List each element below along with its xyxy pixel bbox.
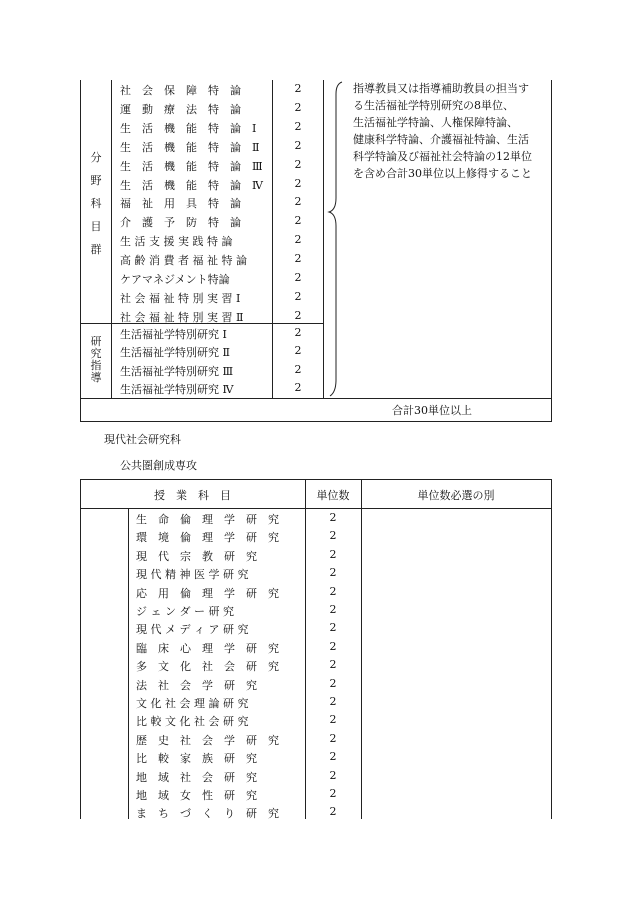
research-subject-name: 生活福祉学特別研究 Ⅰ <box>120 328 227 341</box>
section-title: 現代社会研究科 <box>104 433 181 446</box>
field-subject-name: 高 齢 消 費 者 福 祉 特 論 <box>120 254 247 268</box>
field-subject-name: 社 会 福 祉 特 別 実 習 Ⅰ <box>120 291 241 305</box>
field-subject-credits: 2 <box>294 271 302 284</box>
course-subject-name: 現 代 宗 教 研 究 <box>136 549 257 563</box>
research-subject-credits: 2 <box>294 326 302 339</box>
note-line: 健康科学特論、介護福祉特論、生活 <box>353 133 529 146</box>
course-subject-name: 地 域 女 性 研 究 <box>136 789 257 802</box>
course-subject-credits: 2 <box>329 547 337 561</box>
course-subject-name: 現 代 精 神 医 学 研 究 <box>136 568 249 582</box>
field-subject-name: 社 会 保 障 特 論 <box>120 84 241 97</box>
course-subject-credits: 2 <box>329 603 337 616</box>
research-subject-name: 生活福祉学特別研究 Ⅲ <box>120 364 234 378</box>
field-subject-credits: 2 <box>294 157 302 171</box>
subsection-title: 公共圏創成専攻 <box>120 459 197 472</box>
course-subject-name: 比 較 文 化 社 会 研 究 <box>136 715 249 729</box>
group-label-char: 指 <box>90 359 102 372</box>
course-subject-credits: 2 <box>329 658 337 672</box>
brace-icon <box>326 80 346 398</box>
course-subject-credits: 2 <box>329 713 337 727</box>
course-subject-name: 法 社 会 学 研 究 <box>136 678 257 692</box>
course-subject-name: 現 代 メ デ ィ ア 研 究 <box>136 623 249 637</box>
t1-subject-divider <box>272 80 273 398</box>
requirement-note <box>353 80 551 182</box>
field-subject-credits: 2 <box>294 195 302 209</box>
course-subject-credits: 2 <box>329 805 337 819</box>
course-subject-name: 地 域 社 会 研 究 <box>136 770 257 784</box>
t1-group-divider <box>111 80 112 398</box>
course-subject-credits: 2 <box>329 676 337 690</box>
group-label-field <box>82 152 110 267</box>
course-subject-name: 多 文 化 社 会 研 究 <box>136 660 279 674</box>
header-subject: 授 業 科 目 <box>154 489 231 502</box>
course-subject-name: 文 化 社 会 理 論 研 究 <box>136 697 249 710</box>
field-subject-name: ケアマネジメント特論 <box>120 273 230 286</box>
course-subject-credits: 2 <box>329 768 337 782</box>
course-subject-credits: 2 <box>329 584 337 598</box>
field-subject-credits: 2 <box>294 100 302 114</box>
course-subject-name: 臨 床 心 理 学 研 究 <box>136 641 279 655</box>
course-subject-name: 応 用 倫 理 学 研 究 <box>136 586 279 600</box>
research-subject-credits: 2 <box>294 362 302 376</box>
group-label-char: 研 <box>90 335 102 348</box>
course-subject-name: ジ ェ ン ダ ー 研 究 <box>136 605 234 618</box>
t2-top-border <box>80 479 552 480</box>
t2-right-border <box>551 479 552 819</box>
research-subject-credits: 2 <box>294 344 302 358</box>
field-subject-name: 社 会 福 祉 特 別 実 習 Ⅱ <box>120 310 244 324</box>
field-subject-name: 生 活 機 能 特 論 Ⅰ <box>120 121 257 135</box>
field-subject-credits: 2 <box>294 252 302 266</box>
t1-right-border <box>551 80 552 422</box>
course-subject-credits: 2 <box>329 787 337 800</box>
field-subject-credits: 2 <box>294 119 302 133</box>
field-subject-credits: 2 <box>294 214 302 228</box>
course-subject-credits: 2 <box>329 566 337 580</box>
t1-credit-divider <box>323 80 324 398</box>
field-subject-credits: 2 <box>294 176 302 190</box>
course-subject-name: 歴 史 社 会 学 研 究 <box>136 733 279 747</box>
group-label-char: 究 <box>90 347 102 360</box>
note-line: る生活福祉学特別研究の8単位、 <box>353 99 514 112</box>
field-subject-name: 生 活 支 援 実 践 特 論 <box>120 235 233 249</box>
group-label-research <box>82 336 110 384</box>
field-subject-credits: 2 <box>294 233 302 247</box>
group-label-char: 群 <box>90 243 102 256</box>
field-subject-name: 福 祉 用 具 特 論 <box>120 197 241 211</box>
t1-bottom-border <box>80 421 552 422</box>
t2-credit-divider <box>361 479 362 819</box>
course-subject-credits: 2 <box>329 731 337 745</box>
field-subject-credits: 2 <box>294 82 302 95</box>
t2-subject-divider <box>305 479 306 819</box>
t2-left-border <box>80 479 81 819</box>
note-line: 指導教員又は指導補助教員の担当す <box>353 82 529 95</box>
field-subject-credits: 2 <box>294 308 302 322</box>
t2-header-bottom <box>80 508 552 509</box>
course-subject-name: 生 命 倫 理 学 研 究 <box>136 513 279 526</box>
course-subject-credits: 2 <box>329 621 337 635</box>
field-subject-name: 生 活 機 能 特 論 Ⅳ <box>120 178 263 192</box>
course-subject-credits: 2 <box>329 639 337 653</box>
course-subject-name: ま ち づ く り 研 究 <box>136 807 279 821</box>
field-subject-credits: 2 <box>294 138 302 152</box>
group-label-char: 導 <box>90 371 102 384</box>
course-subject-credits: 2 <box>329 529 337 543</box>
field-subject-name: 生 活 機 能 特 論 Ⅲ <box>120 159 263 173</box>
group-label-char: 科 <box>90 197 102 210</box>
total-credits: 合計30単位以上 <box>392 404 472 417</box>
field-subject-name: 運 動 療 法 特 論 <box>120 102 241 116</box>
research-subject-credits: 2 <box>294 380 302 394</box>
header-requirement: 単位数必選の別 <box>417 489 495 502</box>
note-line: 生活福祉学特論、人権保障特論、 <box>353 116 518 129</box>
group-label-char: 目 <box>90 220 102 233</box>
course-subject-credits: 2 <box>329 750 337 764</box>
course-subject-credits: 2 <box>329 511 337 524</box>
research-subject-name: 生活福祉学特別研究 Ⅱ <box>120 346 230 360</box>
group-label-char: 野 <box>90 174 102 187</box>
field-subject-credits: 2 <box>294 289 302 303</box>
header-credits: 単位数 <box>316 489 350 502</box>
group-label-char: 分 <box>90 151 102 164</box>
t2-group-divider <box>128 508 129 819</box>
t1-left-border <box>80 80 81 422</box>
note-line: を含め合計30単位以上修得すること <box>353 167 532 180</box>
note-line: 科学特論及び福祉社会特論の12単位 <box>353 150 532 163</box>
field-subject-name: 生 活 機 能 特 論 Ⅱ <box>120 140 260 154</box>
course-subject-name: 比 較 家 族 研 究 <box>136 752 257 766</box>
research-subject-name: 生活福祉学特別研究 Ⅳ <box>120 382 234 396</box>
field-subject-name: 介 護 予 防 特 論 <box>120 216 241 230</box>
course-subject-name: 環 境 倫 理 学 研 究 <box>136 531 279 545</box>
course-subject-credits: 2 <box>329 695 337 708</box>
t1-total-top <box>80 398 552 399</box>
